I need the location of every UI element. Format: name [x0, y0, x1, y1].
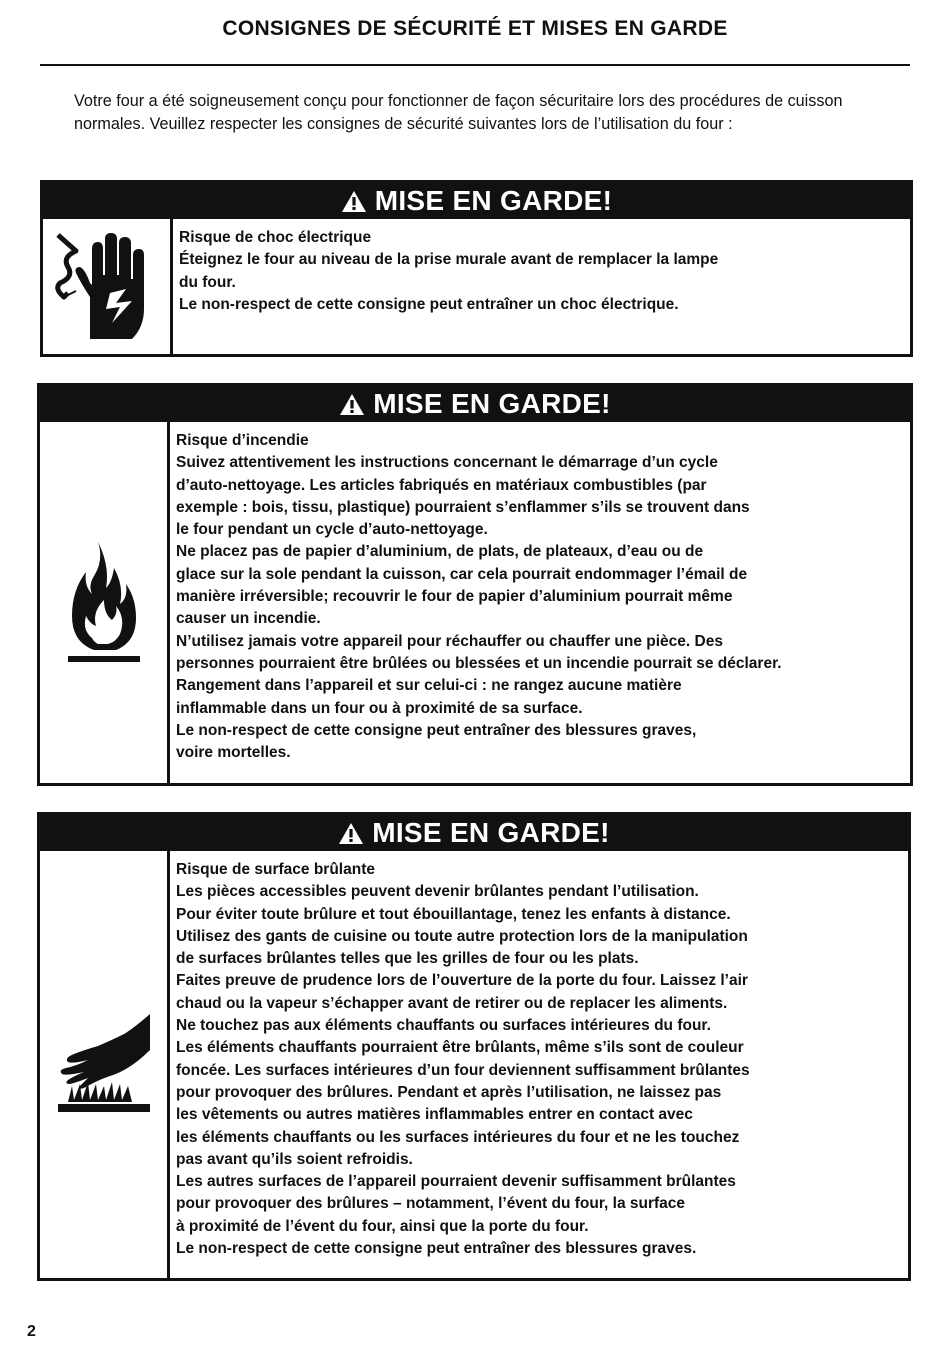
warning-line: Utilisez des gants de cuisine ou toute autre protection lors de la manipulation [176, 927, 748, 945]
warning-line: N’utilisez jamais votre appareil pour réchauffer ou chauffer une pièce. Des [176, 632, 723, 650]
warning-line: les éléments chauffants ou les surfaces intérieures du four et ne les touchez [176, 1128, 740, 1146]
warning-line: Le non-respect de cette consigne peut entraîner des blessures graves, [176, 721, 697, 739]
fire-flame-icon [40, 422, 170, 783]
warning-line: pour provoquer des brûlures – notamment, l’évent du four, la surface [176, 1195, 686, 1213]
warning-line: Ne placez pas de papier d’aluminium, de plats, de plateaux, d’eau ou de [176, 543, 704, 561]
warning-line: Les éléments chauffants pourraient être brûlants, même s’ils sont de couleur [176, 1039, 744, 1057]
warning-line: pas avant qu’ils soient refroidis. [176, 1150, 413, 1168]
warning-box-fire [37, 383, 913, 786]
warning-line: inflammable dans un four ou à proximité de sa surface. [176, 699, 583, 717]
warning-line: Faites preuve de prudence lors de l’ouverture de la porte du four. Laissez l’air [176, 972, 748, 990]
warning-header-label: MISE EN GARDE! [372, 817, 610, 848]
warning-triangle-icon [338, 818, 364, 854]
warning-line: à proximité de l’évent du four, ainsi que la porte du four. [176, 1217, 589, 1235]
warning-line: chaud ou la vapeur s’échapper avant de retirer ou de replacer les aliments. [176, 994, 728, 1012]
warning-title: Risque d’incendie [176, 432, 309, 449]
warning-line: le four pendant un cycle d’auto-nettoyage. [176, 521, 488, 539]
title-divider [40, 64, 910, 66]
warning-header [40, 386, 910, 422]
intro-paragraph: Votre four a été soigneusement conçu pour fonctionner de façon sécuritaire lors des procédures de cuisson normales. Veuillez respecter les consignes de sécurité suivantes lors de l’utilisation du four : [74, 92, 843, 133]
warning-title: Risque de surface brûlante [176, 861, 375, 878]
warning-line: Suivez attentivement les instructions concernant le démarrage d’un cycle [176, 454, 718, 472]
warning-line: manière irréversible; recouvrir le four de papier d’aluminium pourrait même [176, 588, 733, 606]
warning-line: Les autres surfaces de l’appareil pourraient devenir suffisamment brûlantes [176, 1173, 736, 1191]
warning-header-label: MISE EN GARDE! [374, 185, 613, 216]
warning-line: voire mortelles. [176, 744, 291, 762]
warning-triangle-icon [339, 389, 365, 425]
warning-line: exemple : bois, tissu, plastique) pourraient s’enflammer s’ils se trouvent dans [176, 498, 750, 516]
warning-header-label: MISE EN GARDE! [373, 388, 611, 419]
warning-box-electric-shock [40, 180, 913, 357]
hot-surface-hand-icon [40, 851, 170, 1278]
warning-text [170, 851, 756, 1278]
page-title: CONSIGNES DE SÉCURITÉ ET MISES EN GARDE [222, 17, 728, 40]
warning-line: personnes pourraient être brûlées ou blessées et un incendie pourrait se déclarer. [176, 654, 782, 672]
warning-line: Ne touchez pas aux éléments chauffants ou surfaces intérieures du four. [176, 1017, 711, 1035]
warning-line: Rangement dans l’appareil et sur celui-ci : ne rangez aucune matière [176, 677, 682, 695]
warning-header [43, 183, 910, 219]
electric-shock-hand-icon [43, 219, 173, 354]
warning-title: Risque de choc électrique [179, 229, 372, 246]
warning-line: d’auto-nettoyage. Les articles fabriqués en matériaux combustibles (par [176, 476, 707, 494]
warning-line: les vêtements ou autres matières inflammables entrer en contact avec [176, 1106, 693, 1124]
warning-line: glace sur la sole pendant la cuisson, car cela pourrait endommager l’émail de [176, 565, 748, 583]
warning-line: pour provoquer des brûlures. Pendant et après l’utilisation, ne laissez pas [176, 1083, 722, 1101]
warning-text [170, 422, 788, 783]
warning-line: Les pièces accessibles peuvent devenir brûlantes pendant l’utilisation. [176, 883, 699, 901]
warning-text [173, 219, 724, 354]
warning-box-hot-surface [37, 812, 911, 1281]
warning-line: Pour éviter toute brûlure et tout ébouillantage, tenez les enfants à distance. [176, 905, 731, 923]
warning-line: causer un incendie. [176, 610, 321, 628]
warning-line: du four. [179, 273, 236, 291]
page-number: 2 [27, 1323, 36, 1340]
warning-header [40, 815, 908, 851]
warning-line: de surfaces brûlantes telles que les grilles de four ou les plats. [176, 950, 639, 968]
warning-line: Le non-respect de cette consigne peut entraîner un choc électrique. [179, 295, 679, 313]
warning-line: Le non-respect de cette consigne peut entraîner des blessures graves. [176, 1240, 697, 1258]
warning-triangle-icon [341, 186, 367, 222]
warning-line: foncée. Les surfaces intérieures d’un four deviennent suffisamment brûlantes [176, 1061, 750, 1079]
warning-line: Éteignez le four au niveau de la prise murale avant de remplacer la lampe [179, 251, 719, 269]
